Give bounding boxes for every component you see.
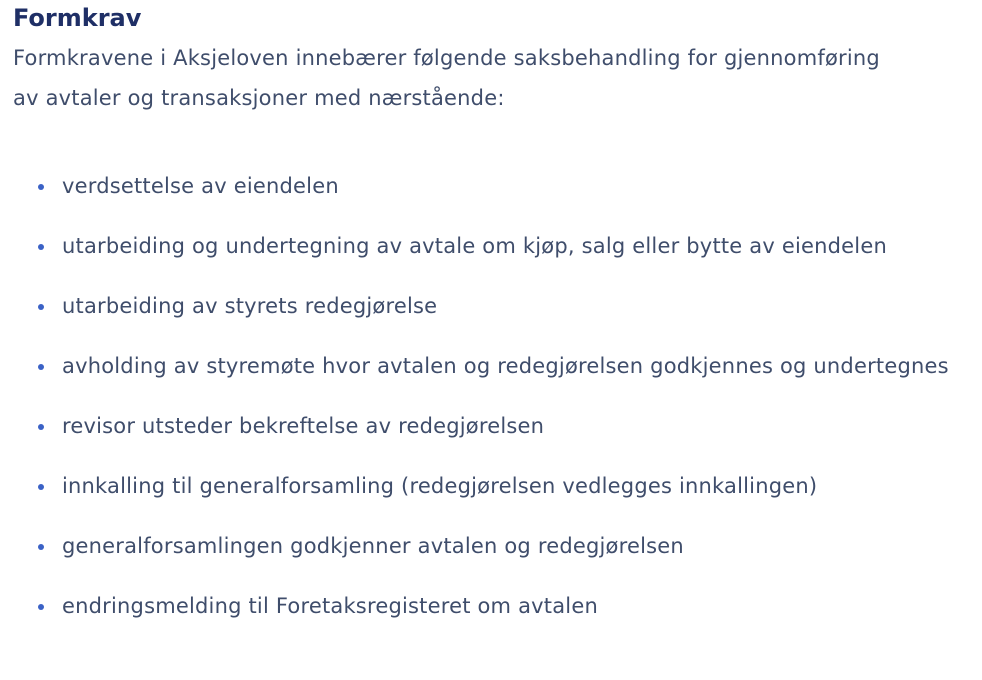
list-item-text: endringsmelding til Foretaksregisteret om avtalen [62, 594, 598, 618]
list-item-text: revisor utsteder bekreftelse av redegjørelsen [62, 414, 545, 438]
section-heading: Formkrav [13, 4, 142, 32]
content-section [13, 0, 973, 618]
bullet-icon [38, 304, 44, 310]
intro-line-2: av avtaler og transaksjoner med nærstående: [13, 86, 505, 110]
intro-paragraph [13, 38, 973, 118]
list-item-text: verdsettelse av eiendelen [62, 174, 339, 198]
bullet-icon [38, 544, 44, 550]
bullet-icon [38, 424, 44, 430]
list-item-text: utarbeiding og undertegning av avtale om kjøp, salg eller bytte av eiendelen [62, 234, 887, 258]
bullet-icon [38, 244, 44, 250]
list-item [13, 346, 973, 386]
bullet-icon [38, 604, 44, 610]
list-item [13, 226, 973, 266]
list-item [13, 526, 973, 566]
list-item [13, 406, 973, 446]
intro-line-1: Formkravene i Aksjeloven innebærer følgende saksbehandling for gjennomføring [13, 46, 880, 70]
list-item-text: avholding av styremøte hvor avtalen og redegjørelsen godkjennes og undertegnes [62, 354, 949, 378]
bullet-icon [38, 364, 44, 370]
list-item-text: utarbeiding av styrets redegjørelse [62, 294, 438, 318]
list-item-text: generalforsamlingen godkjenner avtalen og redegjørelsen [62, 534, 684, 558]
list-item-text: innkalling til generalforsamling (redegjørelsen vedlegges innkallingen) [62, 474, 818, 498]
bullet-icon [38, 184, 44, 190]
list-item [13, 586, 973, 626]
requirements-list [13, 166, 973, 646]
list-item [13, 466, 973, 506]
bullet-icon [38, 484, 44, 490]
list-item [13, 166, 973, 206]
list-item [13, 286, 973, 326]
